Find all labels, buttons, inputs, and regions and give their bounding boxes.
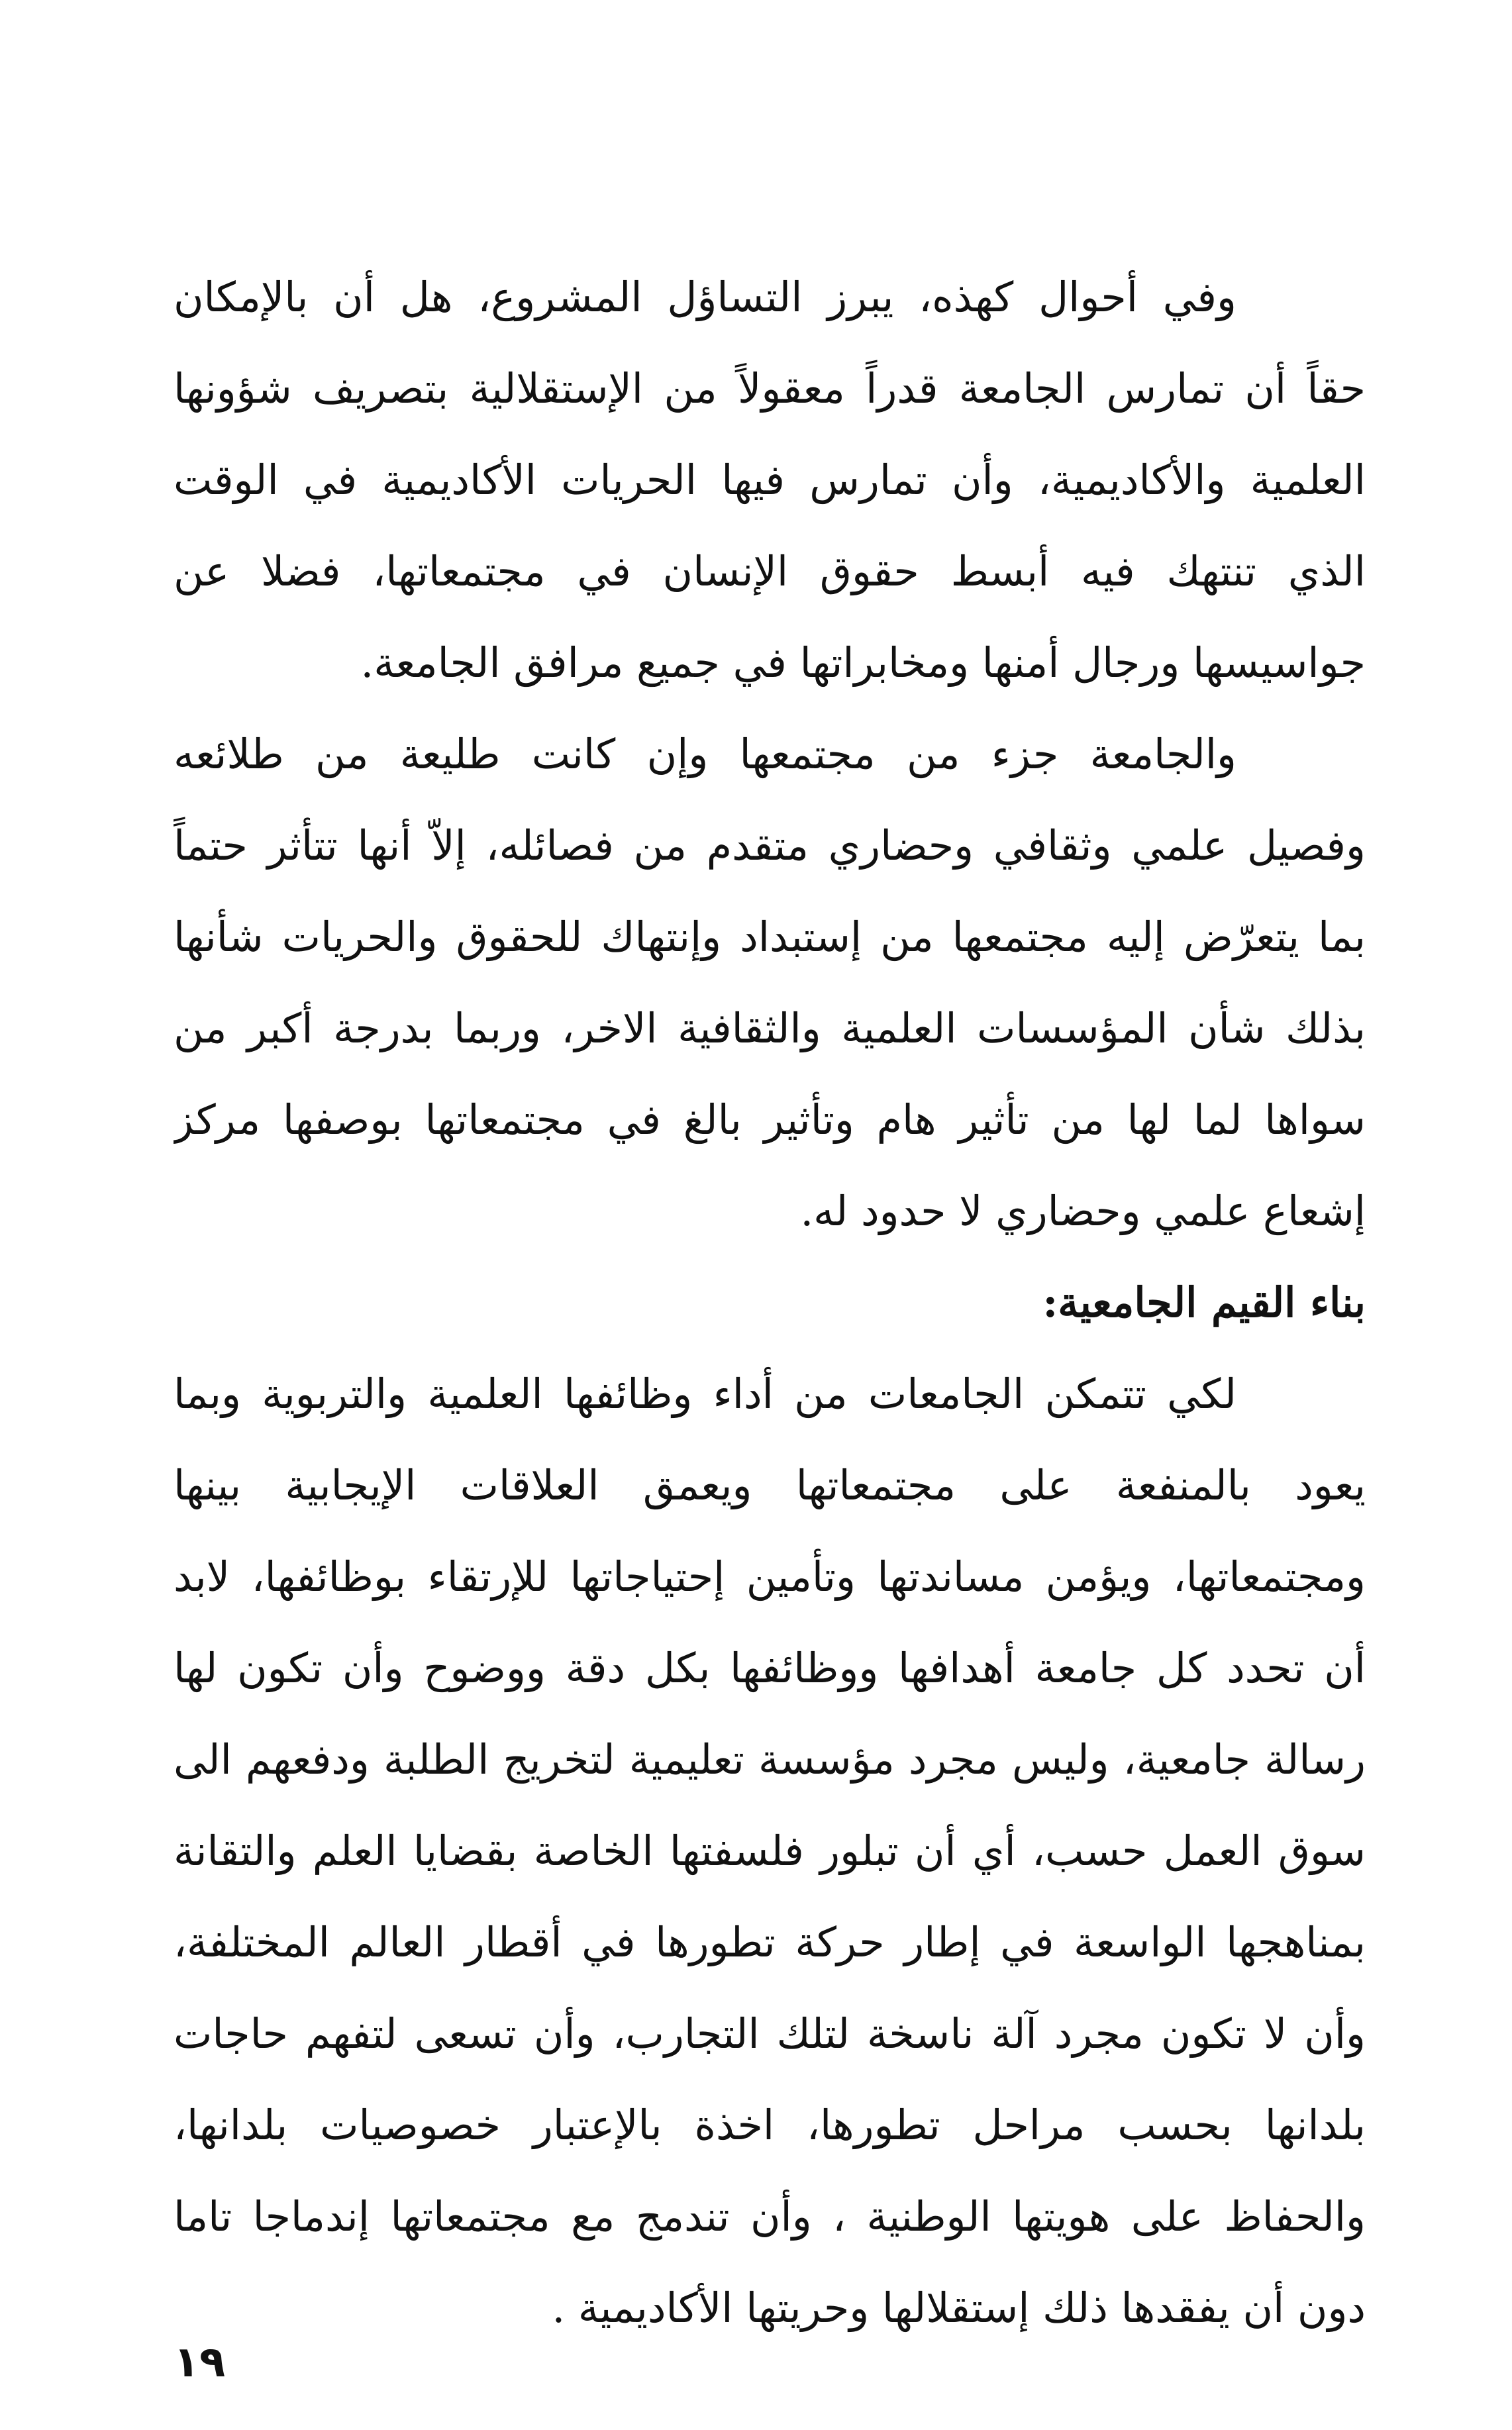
text-line: والجامعة جزء من مجتمعها وإن كانت طليعة من طلائعه — [174, 730, 1236, 778]
text-line: الذي تنتهك فيه أبسط حقوق الإنسان في مجتمعاتها، فضلا عن — [174, 547, 1366, 595]
text-line: بلدانها بحسب مراحل تطورها، اخذة بالإعتبار خصوصيات بلدانها، — [174, 2101, 1366, 2149]
text-line: رسالة جامعية، وليس مجرد مؤسسة تعليمية لتخريج الطلبة ودفعهم الى — [174, 1735, 1366, 1784]
text-line: سواها لما لها من تأثير هام وتأثير بالغ في مجتمعاتها بوصفها مركز — [174, 1095, 1366, 1144]
section-heading: بناء القيم الجامعية: — [1042, 1278, 1366, 1327]
text-line: حقاً أن تمارس الجامعة قدراً معقولاً من الإستقلالية بتصريف شؤونها — [174, 364, 1366, 413]
text-line: دون أن يفقدها ذلك إستقلالها وحريتها الأكاديمية . — [552, 2284, 1366, 2332]
text-line: العلمية والأكاديمية، وأن تمارس فيها الحريات الأكاديمية في الوقت — [174, 456, 1366, 504]
text-line: بما يتعرّض إليه مجتمعها من إستبداد وإنتهاك للحقوق والحريات شأنها — [174, 913, 1366, 961]
text-line: وأن لا تكون مجرد آلة ناسخة لتلك التجارب، وأن تسعى لتفهم حاجات — [174, 2009, 1366, 2058]
paragraph-1 — [174, 252, 1366, 709]
text-line: وفي أحوال كهذه، يبرز التساؤل المشروع، هل أن بالإمكان — [174, 273, 1236, 321]
text-line: لكي تتمكن الجامعات من أداء وظائفها العلمية والتربوية وبما — [174, 1370, 1236, 1418]
page-number: ١٩ — [174, 2338, 226, 2387]
text-line: سوق العمل حسب، أي أن تبلور فلسفتها الخاصة بقضايا العلم والتقانة — [174, 1827, 1366, 1875]
paragraph-3 — [174, 1348, 1366, 2354]
text-line: بمناهجها الواسعة في إطار حركة تطورها في أقطار العالم المختلفة، — [174, 1918, 1366, 1966]
text-line: بذلك شأن المؤسسات العلمية والثقافية الاخر، وربما بدرجة أكبر من — [174, 1004, 1366, 1052]
text-line: إشعاع علمي وحضاري لا حدود له. — [800, 1187, 1366, 1235]
text-line: يعود بالمنفعة على مجتمعاتها ويعمق العلاقات الإيجابية بينها — [174, 1461, 1366, 1509]
text-line: وفصيل علمي وثقافي وحضاري متقدم من فصائله، إلاّ أنها تتأثر حتماً — [174, 821, 1366, 870]
text-line: جواسيسها ورجال أمنها ومخابراتها في جميع مرافق الجامعة. — [360, 638, 1366, 687]
paragraph-2 — [174, 709, 1366, 1257]
text-line: أن تحدد كل جامعة أهدافها ووظائفها بكل دقة ووضوح وأن تكون لها — [174, 1644, 1366, 1692]
text-line: ومجتمعاتها، ويؤمن مساندتها وتأمين إحتياجاتها للإرتقاء بوظائفها، لابد — [174, 1552, 1366, 1601]
text-line: والحفاظ على هويتها الوطنية ، وأن تندمج مع مجتمعاتها إندماجا تاما — [174, 2192, 1366, 2241]
body-text — [174, 252, 1366, 2354]
